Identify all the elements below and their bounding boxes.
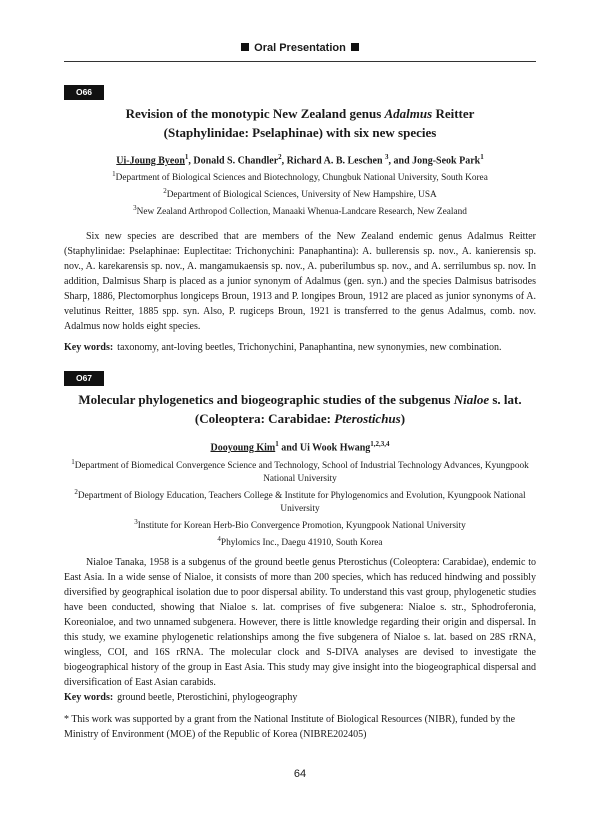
square-bullet-icon bbox=[351, 43, 359, 51]
author-affiliation-mark: 2 bbox=[278, 153, 282, 161]
abstract-title bbox=[64, 390, 536, 428]
author-affiliation-mark: 3 bbox=[385, 153, 389, 161]
affiliation-text: Department of Biological Sciences and Biotechnology, Chungbuk National University, South Korea bbox=[115, 173, 488, 184]
affiliation-mark: 1 bbox=[112, 170, 116, 178]
author-name: Richard A. B. Leschen bbox=[286, 155, 383, 167]
affiliation-mark: 3 bbox=[134, 518, 138, 527]
title-text: ) bbox=[400, 411, 406, 426]
abstract-body: Six new species are described that are members of the New Zealand endemic genus Adalmus Reitter (Staphylinidae: Pselaphinae: Euplectitae: Trichonychini: Panaphantina): A. bullerensis sp. nov., A. kanierensis sp. nov., A. karekarensis sp. nov., A. mangamukaensis sp. nov., A. puberilumbus sp. nov., and A. serrilumbus sp. nov. In addition, Dalmisus Sharp is placed as a junior synonym of Adalmus (gen. syn.) and the species Dalmisus batrisodes Sharp, 1886, Plectomorphus longiceps Broun, 1913 and P. longipes Broun, 1912 are placed as junior synonyms of A. velutinus Reitter, 1885 spp. syn. Also, P. rugiceps Broun, 1921 is transferred to the genus Adalmus, comb. nov. Adalmus now holds eight species. bbox=[64, 231, 536, 332]
keywords-text: ground beetle, Pterostichini, phylogeography bbox=[117, 692, 298, 703]
affiliation-mark: 2 bbox=[163, 187, 167, 196]
title-text: (Coleoptera: Carabidae: bbox=[194, 411, 335, 426]
affiliation-text: New Zealand Arthropod Collection, Manaaki Whenua-Landcare Research, New Zealand bbox=[136, 207, 467, 218]
keywords-label: Key words: bbox=[64, 692, 114, 703]
abstract-title-line-1 bbox=[64, 104, 536, 123]
affiliation-mark: 2 bbox=[74, 488, 78, 497]
affiliation-text: Phylomics Inc., Daegu 41910, South Korea bbox=[220, 538, 383, 549]
affiliation-line bbox=[64, 533, 536, 550]
title-genus: Nialoe bbox=[453, 392, 490, 407]
affiliation-list bbox=[64, 168, 536, 219]
affiliation-mark: 1 bbox=[71, 458, 75, 466]
affiliation-line bbox=[64, 456, 536, 486]
affiliation-list bbox=[64, 456, 536, 550]
title-text: Revision of the monotypic New Zealand genus bbox=[125, 106, 385, 121]
author-list: Dooyoung Kim$^1$ and Ui Wook Hwang$^{1,2,3,4}$ bbox=[210, 440, 390, 454]
author-name: Dooyoung Kim bbox=[210, 442, 276, 454]
affiliation-line bbox=[64, 486, 536, 516]
affiliation-text: Department of Biology Education, Teachers College & Institute for Phylogenomics and Evolution, Kyungpook National University bbox=[77, 491, 526, 515]
author-list: Ui-Joung Byeon$^1$, Donald S. Chandler$^2$, Richard A. B. Leschen $^3$, and Jong-Seok Park$^1$ bbox=[116, 153, 484, 167]
abstract-body: Nialoe Tanaka, 1958 is a subgenus of the ground beetle genus Pterostichus (Coleoptera: Carabidae), endemic to East Asia. In a wide sense of Nialoe, it consists of more than 200 species, which has reduced hindwing and possibly diversified by geographical isolation due to poor dispersal ability. To understand this vast group, phylogenetic studies have been conducted, showing that Nialoe s. lat. comprises of five subgenera: Nialoe s. str., Sphodroferonia, Koreonialoe, and two unnamed subgenera. However, there is little knowledge regarding their origin and dispersal. In this study, we examine phylogenetic relationships among the five subgenera of Nialoe s. lat. based on 28S rRNA, wingless, COI, and 16S rRNA. The molecular clock and S-DIVA analyses are devised to investigate the biogeographical history of the group in East Asia. This study may give insight into the biogeographical dispersal and diversification of East Asian carabids. bbox=[64, 557, 536, 688]
author-affiliation-mark: 1 bbox=[184, 153, 189, 161]
abstract-title bbox=[64, 104, 536, 142]
title-text: s. lat. bbox=[489, 392, 522, 407]
author-affiliation-mark: 1 bbox=[480, 153, 484, 161]
author-name: Ui-Joung Byeon bbox=[116, 155, 185, 167]
abstract-title-line-2 bbox=[64, 409, 536, 428]
affiliation-line bbox=[64, 516, 536, 533]
abstract-title-line-2: (Staphylinidae: Pselaphinae) with six new species bbox=[163, 125, 437, 140]
header-divider bbox=[64, 61, 536, 62]
title-genus: Adalmus bbox=[384, 106, 433, 121]
affiliation-line bbox=[64, 168, 536, 185]
funding-footnote: * This work was supported by a grant from the National Institute of Biological Resources (NIBR), funded by the Ministry of Environment (MOE) of the Republic of Korea (NIBRE202405) bbox=[64, 714, 516, 740]
author-affiliation-mark: 1,2,3,4 bbox=[370, 440, 390, 448]
abstract-title-line-1 bbox=[64, 390, 536, 409]
author-affiliation-mark: 1 bbox=[275, 440, 279, 448]
author-name: Jong-Seok Park bbox=[412, 155, 481, 167]
keywords-line bbox=[64, 341, 536, 355]
title-text: Reitter bbox=[432, 106, 475, 121]
affiliation-text: Department of Biological Sciences, University of New Hampshire, USA bbox=[166, 190, 437, 201]
affiliation-mark: 3 bbox=[133, 204, 137, 213]
author-name: Ui Wook Hwang bbox=[299, 442, 371, 454]
author-name: Donald S. Chandler bbox=[193, 155, 279, 167]
keywords-label: Key words: bbox=[64, 342, 114, 353]
affiliation-text: Institute for Korean Herb-Bio Convergence Promotion, Kyungpook National University bbox=[137, 521, 466, 532]
square-bullet-icon bbox=[241, 43, 249, 51]
affiliation-text: Department of Biomedical Convergence Science and Technology, School of Industrial Technology Advances, Kyungpook National University bbox=[74, 461, 529, 485]
title-text: Molecular phylogenetics and biogeographic studies of the subgenus bbox=[78, 392, 454, 407]
keywords-text: taxonomy, ant-loving beetles, Trichonychini, Panaphantina, new synonymies, new combination. bbox=[117, 342, 502, 353]
section-header bbox=[0, 42, 600, 54]
affiliation-line bbox=[64, 185, 536, 202]
abstract-code-badge: O66 bbox=[64, 85, 104, 100]
title-genus: Pterostichus bbox=[334, 411, 401, 426]
keywords-line bbox=[64, 691, 536, 705]
affiliation-mark: 4 bbox=[217, 535, 221, 544]
abstract-code-badge: O67 bbox=[64, 371, 104, 386]
affiliation-line bbox=[64, 202, 536, 219]
section-header-title: Oral Presentation bbox=[254, 42, 346, 54]
page-number: 64 bbox=[293, 768, 307, 780]
